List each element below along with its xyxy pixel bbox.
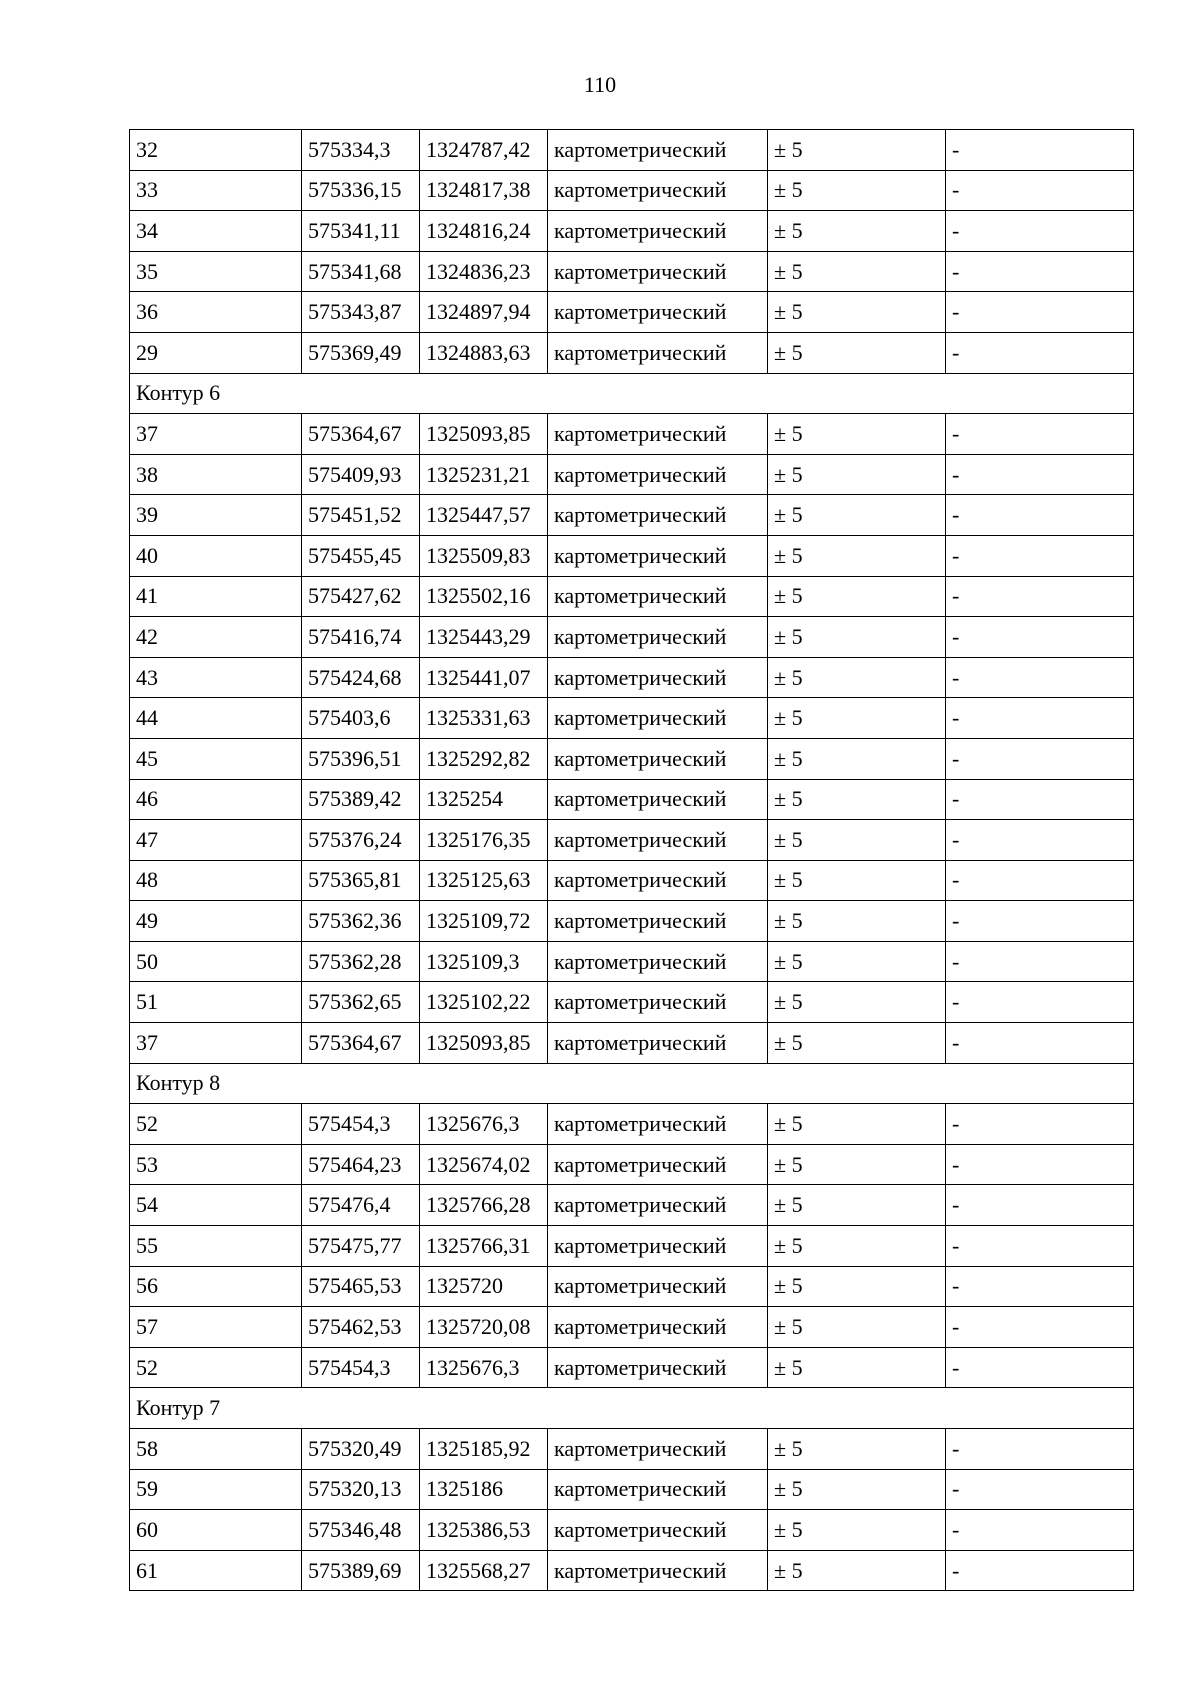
accuracy-cell: ± 5 [768, 332, 946, 373]
y-coordinate-cell: 1325720 [420, 1266, 548, 1307]
accuracy-cell: ± 5 [768, 901, 946, 942]
point-number-cell: 29 [130, 332, 302, 373]
note-cell: - [946, 779, 1134, 820]
table-row [130, 1226, 1134, 1267]
point-number-cell: 42 [130, 617, 302, 658]
note-cell: - [946, 617, 1134, 658]
y-coordinate-cell: 1325102,22 [420, 982, 548, 1023]
table-row [130, 820, 1134, 861]
x-coordinate-cell: 575389,69 [302, 1550, 420, 1591]
accuracy-cell: ± 5 [768, 1510, 946, 1551]
contour-header-row [130, 1388, 1134, 1429]
x-coordinate-cell: 575451,52 [302, 495, 420, 536]
point-number-cell: 51 [130, 982, 302, 1023]
note-cell: - [946, 1104, 1134, 1145]
note-cell: - [946, 657, 1134, 698]
table-row [130, 901, 1134, 942]
accuracy-cell: ± 5 [768, 1429, 946, 1470]
x-coordinate-cell: 575475,77 [302, 1226, 420, 1267]
method-cell: картометрический [548, 1266, 768, 1307]
table-row [130, 617, 1134, 658]
accuracy-cell: ± 5 [768, 617, 946, 658]
method-cell: картометрический [548, 251, 768, 292]
method-cell: картометрический [548, 292, 768, 333]
x-coordinate-cell: 575476,4 [302, 1185, 420, 1226]
note-cell: - [946, 901, 1134, 942]
y-coordinate-cell: 1325502,16 [420, 576, 548, 617]
x-coordinate-cell: 575369,49 [302, 332, 420, 373]
contour-header-row [130, 373, 1134, 414]
table-row [130, 292, 1134, 333]
accuracy-cell: ± 5 [768, 495, 946, 536]
point-number-cell: 49 [130, 901, 302, 942]
table-row [130, 454, 1134, 495]
x-coordinate-cell: 575362,28 [302, 941, 420, 982]
y-coordinate-cell: 1325443,29 [420, 617, 548, 658]
y-coordinate-cell: 1325109,3 [420, 941, 548, 982]
table-row [130, 698, 1134, 739]
method-cell: картометрический [548, 130, 768, 171]
point-number-cell: 43 [130, 657, 302, 698]
method-cell: картометрический [548, 941, 768, 982]
y-coordinate-cell: 1325766,31 [420, 1226, 548, 1267]
table-row [130, 779, 1134, 820]
accuracy-cell: ± 5 [768, 1104, 946, 1145]
accuracy-cell: ± 5 [768, 1144, 946, 1185]
y-coordinate-cell: 1324836,23 [420, 251, 548, 292]
x-coordinate-cell: 575376,24 [302, 820, 420, 861]
accuracy-cell: ± 5 [768, 1347, 946, 1388]
table-row [130, 1023, 1134, 1064]
y-coordinate-cell: 1325109,72 [420, 901, 548, 942]
point-number-cell: 33 [130, 170, 302, 211]
point-number-cell: 46 [130, 779, 302, 820]
y-coordinate-cell: 1325386,53 [420, 1510, 548, 1551]
table-row [130, 1104, 1134, 1145]
accuracy-cell: ± 5 [768, 292, 946, 333]
note-cell: - [946, 495, 1134, 536]
method-cell: картометрический [548, 211, 768, 252]
x-coordinate-cell: 575320,13 [302, 1469, 420, 1510]
point-number-cell: 60 [130, 1510, 302, 1551]
table-row [130, 1144, 1134, 1185]
note-cell: - [946, 535, 1134, 576]
y-coordinate-cell: 1325125,63 [420, 860, 548, 901]
y-coordinate-cell: 1325231,21 [420, 454, 548, 495]
point-number-cell: 37 [130, 1023, 302, 1064]
x-coordinate-cell: 575403,6 [302, 698, 420, 739]
point-number-cell: 40 [130, 535, 302, 576]
note-cell: - [946, 1144, 1134, 1185]
note-cell: - [946, 251, 1134, 292]
method-cell: картометрический [548, 1023, 768, 1064]
method-cell: картометрический [548, 860, 768, 901]
point-number-cell: 35 [130, 251, 302, 292]
x-coordinate-cell: 575334,3 [302, 130, 420, 171]
point-number-cell: 56 [130, 1266, 302, 1307]
point-number-cell: 37 [130, 414, 302, 455]
method-cell: картометрический [548, 657, 768, 698]
point-number-cell: 34 [130, 211, 302, 252]
y-coordinate-cell: 1325568,27 [420, 1550, 548, 1591]
accuracy-cell: ± 5 [768, 454, 946, 495]
method-cell: картометрический [548, 982, 768, 1023]
accuracy-cell: ± 5 [768, 698, 946, 739]
method-cell: картометрический [548, 495, 768, 536]
y-coordinate-cell: 1325093,85 [420, 1023, 548, 1064]
method-cell: картометрический [548, 1429, 768, 1470]
point-number-cell: 32 [130, 130, 302, 171]
point-number-cell: 39 [130, 495, 302, 536]
method-cell: картометрический [548, 820, 768, 861]
y-coordinate-cell: 1325676,3 [420, 1104, 548, 1145]
y-coordinate-cell: 1325676,3 [420, 1347, 548, 1388]
method-cell: картометрический [548, 1347, 768, 1388]
note-cell: - [946, 130, 1134, 171]
coordinates-table-body [130, 130, 1134, 1591]
x-coordinate-cell: 575455,45 [302, 535, 420, 576]
y-coordinate-cell: 1324787,42 [420, 130, 548, 171]
accuracy-cell: ± 5 [768, 941, 946, 982]
x-coordinate-cell: 575396,51 [302, 738, 420, 779]
y-coordinate-cell: 1325441,07 [420, 657, 548, 698]
x-coordinate-cell: 575362,36 [302, 901, 420, 942]
method-cell: картометрический [548, 535, 768, 576]
note-cell: - [946, 982, 1134, 1023]
x-coordinate-cell: 575341,68 [302, 251, 420, 292]
table-row [130, 738, 1134, 779]
table-row [130, 414, 1134, 455]
y-coordinate-cell: 1324816,24 [420, 211, 548, 252]
method-cell: картометрический [548, 1226, 768, 1267]
accuracy-cell: ± 5 [768, 1185, 946, 1226]
y-coordinate-cell: 1325292,82 [420, 738, 548, 779]
method-cell: картометрический [548, 1469, 768, 1510]
note-cell: - [946, 1226, 1134, 1267]
table-row [130, 251, 1134, 292]
table-row [130, 576, 1134, 617]
x-coordinate-cell: 575464,23 [302, 1144, 420, 1185]
point-number-cell: 36 [130, 292, 302, 333]
point-number-cell: 53 [130, 1144, 302, 1185]
x-coordinate-cell: 575320,49 [302, 1429, 420, 1470]
table-row [130, 211, 1134, 252]
note-cell: - [946, 1550, 1134, 1591]
method-cell: картометрический [548, 1510, 768, 1551]
point-number-cell: 59 [130, 1469, 302, 1510]
table-row [130, 1510, 1134, 1551]
x-coordinate-cell: 575364,67 [302, 1023, 420, 1064]
accuracy-cell: ± 5 [768, 738, 946, 779]
accuracy-cell: ± 5 [768, 1023, 946, 1064]
accuracy-cell: ± 5 [768, 535, 946, 576]
y-coordinate-cell: 1324897,94 [420, 292, 548, 333]
x-coordinate-cell: 575343,87 [302, 292, 420, 333]
note-cell: - [946, 454, 1134, 495]
method-cell: картометрический [548, 576, 768, 617]
note-cell: - [946, 1266, 1134, 1307]
y-coordinate-cell: 1325509,83 [420, 535, 548, 576]
note-cell: - [946, 1510, 1134, 1551]
x-coordinate-cell: 575465,53 [302, 1266, 420, 1307]
page-number: 110 [583, 72, 617, 97]
y-coordinate-cell: 1325766,28 [420, 1185, 548, 1226]
point-number-cell: 41 [130, 576, 302, 617]
method-cell: картометрический [548, 617, 768, 658]
point-number-cell: 57 [130, 1307, 302, 1348]
accuracy-cell: ± 5 [768, 1469, 946, 1510]
table-row [130, 1469, 1134, 1510]
x-coordinate-cell: 575454,3 [302, 1104, 420, 1145]
accuracy-cell: ± 5 [768, 211, 946, 252]
x-coordinate-cell: 575336,15 [302, 170, 420, 211]
note-cell: - [946, 1185, 1134, 1226]
method-cell: картометрический [548, 738, 768, 779]
note-cell: - [946, 576, 1134, 617]
accuracy-cell: ± 5 [768, 779, 946, 820]
point-number-cell: 48 [130, 860, 302, 901]
y-coordinate-cell: 1324817,38 [420, 170, 548, 211]
table-row [130, 860, 1134, 901]
note-cell: - [946, 1307, 1134, 1348]
accuracy-cell: ± 5 [768, 860, 946, 901]
y-coordinate-cell: 1325331,63 [420, 698, 548, 739]
method-cell: картометрический [548, 1550, 768, 1591]
x-coordinate-cell: 575364,67 [302, 414, 420, 455]
note-cell: - [946, 820, 1134, 861]
table-row [130, 495, 1134, 536]
method-cell: картометрический [548, 1144, 768, 1185]
table-row [130, 1347, 1134, 1388]
accuracy-cell: ± 5 [768, 982, 946, 1023]
y-coordinate-cell: 1325093,85 [420, 414, 548, 455]
x-coordinate-cell: 575462,53 [302, 1307, 420, 1348]
y-coordinate-cell: 1324883,63 [420, 332, 548, 373]
accuracy-cell: ± 5 [768, 1266, 946, 1307]
method-cell: картометрический [548, 779, 768, 820]
y-coordinate-cell: 1325674,02 [420, 1144, 548, 1185]
note-cell: - [946, 170, 1134, 211]
y-coordinate-cell: 1325176,35 [420, 820, 548, 861]
contour-label: Контур 6 [130, 373, 1134, 414]
table-row [130, 941, 1134, 982]
method-cell: картометрический [548, 414, 768, 455]
table-row [130, 1429, 1134, 1470]
method-cell: картометрический [548, 1307, 768, 1348]
table-row [130, 1307, 1134, 1348]
point-number-cell: 45 [130, 738, 302, 779]
x-coordinate-cell: 575409,93 [302, 454, 420, 495]
x-coordinate-cell: 575416,74 [302, 617, 420, 658]
point-number-cell: 38 [130, 454, 302, 495]
point-number-cell: 44 [130, 698, 302, 739]
point-number-cell: 61 [130, 1550, 302, 1591]
note-cell: - [946, 941, 1134, 982]
accuracy-cell: ± 5 [768, 1226, 946, 1267]
note-cell: - [946, 414, 1134, 455]
note-cell: - [946, 698, 1134, 739]
x-coordinate-cell: 575454,3 [302, 1347, 420, 1388]
x-coordinate-cell: 575424,68 [302, 657, 420, 698]
contour-label: Контур 7 [130, 1388, 1134, 1429]
note-cell: - [946, 1347, 1134, 1388]
table-row [130, 1550, 1134, 1591]
method-cell: картометрический [548, 170, 768, 211]
y-coordinate-cell: 1325720,08 [420, 1307, 548, 1348]
point-number-cell: 47 [130, 820, 302, 861]
method-cell: картометрический [548, 454, 768, 495]
accuracy-cell: ± 5 [768, 414, 946, 455]
y-coordinate-cell: 1325254 [420, 779, 548, 820]
method-cell: картометрический [548, 1185, 768, 1226]
point-number-cell: 52 [130, 1104, 302, 1145]
x-coordinate-cell: 575346,48 [302, 1510, 420, 1551]
method-cell: картометрический [548, 332, 768, 373]
table-row [130, 1185, 1134, 1226]
accuracy-cell: ± 5 [768, 1550, 946, 1591]
y-coordinate-cell: 1325185,92 [420, 1429, 548, 1470]
point-number-cell: 55 [130, 1226, 302, 1267]
point-number-cell: 52 [130, 1347, 302, 1388]
table-row [130, 657, 1134, 698]
note-cell: - [946, 211, 1134, 252]
method-cell: картометрический [548, 698, 768, 739]
point-number-cell: 58 [130, 1429, 302, 1470]
method-cell: картометрический [548, 901, 768, 942]
note-cell: - [946, 332, 1134, 373]
accuracy-cell: ± 5 [768, 657, 946, 698]
accuracy-cell: ± 5 [768, 130, 946, 171]
table-row [130, 535, 1134, 576]
table-row [130, 170, 1134, 211]
x-coordinate-cell: 575365,81 [302, 860, 420, 901]
accuracy-cell: ± 5 [768, 820, 946, 861]
y-coordinate-cell: 1325447,57 [420, 495, 548, 536]
x-coordinate-cell: 575427,62 [302, 576, 420, 617]
accuracy-cell: ± 5 [768, 1307, 946, 1348]
point-number-cell: 54 [130, 1185, 302, 1226]
contour-header-row [130, 1063, 1134, 1104]
accuracy-cell: ± 5 [768, 251, 946, 292]
method-cell: картометрический [548, 1104, 768, 1145]
note-cell: - [946, 1429, 1134, 1470]
table-row [130, 1266, 1134, 1307]
x-coordinate-cell: 575362,65 [302, 982, 420, 1023]
table-row [130, 982, 1134, 1023]
note-cell: - [946, 1469, 1134, 1510]
accuracy-cell: ± 5 [768, 576, 946, 617]
coordinates-table [129, 129, 1134, 1591]
table-row [130, 130, 1134, 171]
note-cell: - [946, 1023, 1134, 1064]
accuracy-cell: ± 5 [768, 170, 946, 211]
y-coordinate-cell: 1325186 [420, 1469, 548, 1510]
x-coordinate-cell: 575341,11 [302, 211, 420, 252]
x-coordinate-cell: 575389,42 [302, 779, 420, 820]
contour-label: Контур 8 [130, 1063, 1134, 1104]
point-number-cell: 50 [130, 941, 302, 982]
note-cell: - [946, 292, 1134, 333]
note-cell: - [946, 860, 1134, 901]
table-row [130, 332, 1134, 373]
note-cell: - [946, 738, 1134, 779]
